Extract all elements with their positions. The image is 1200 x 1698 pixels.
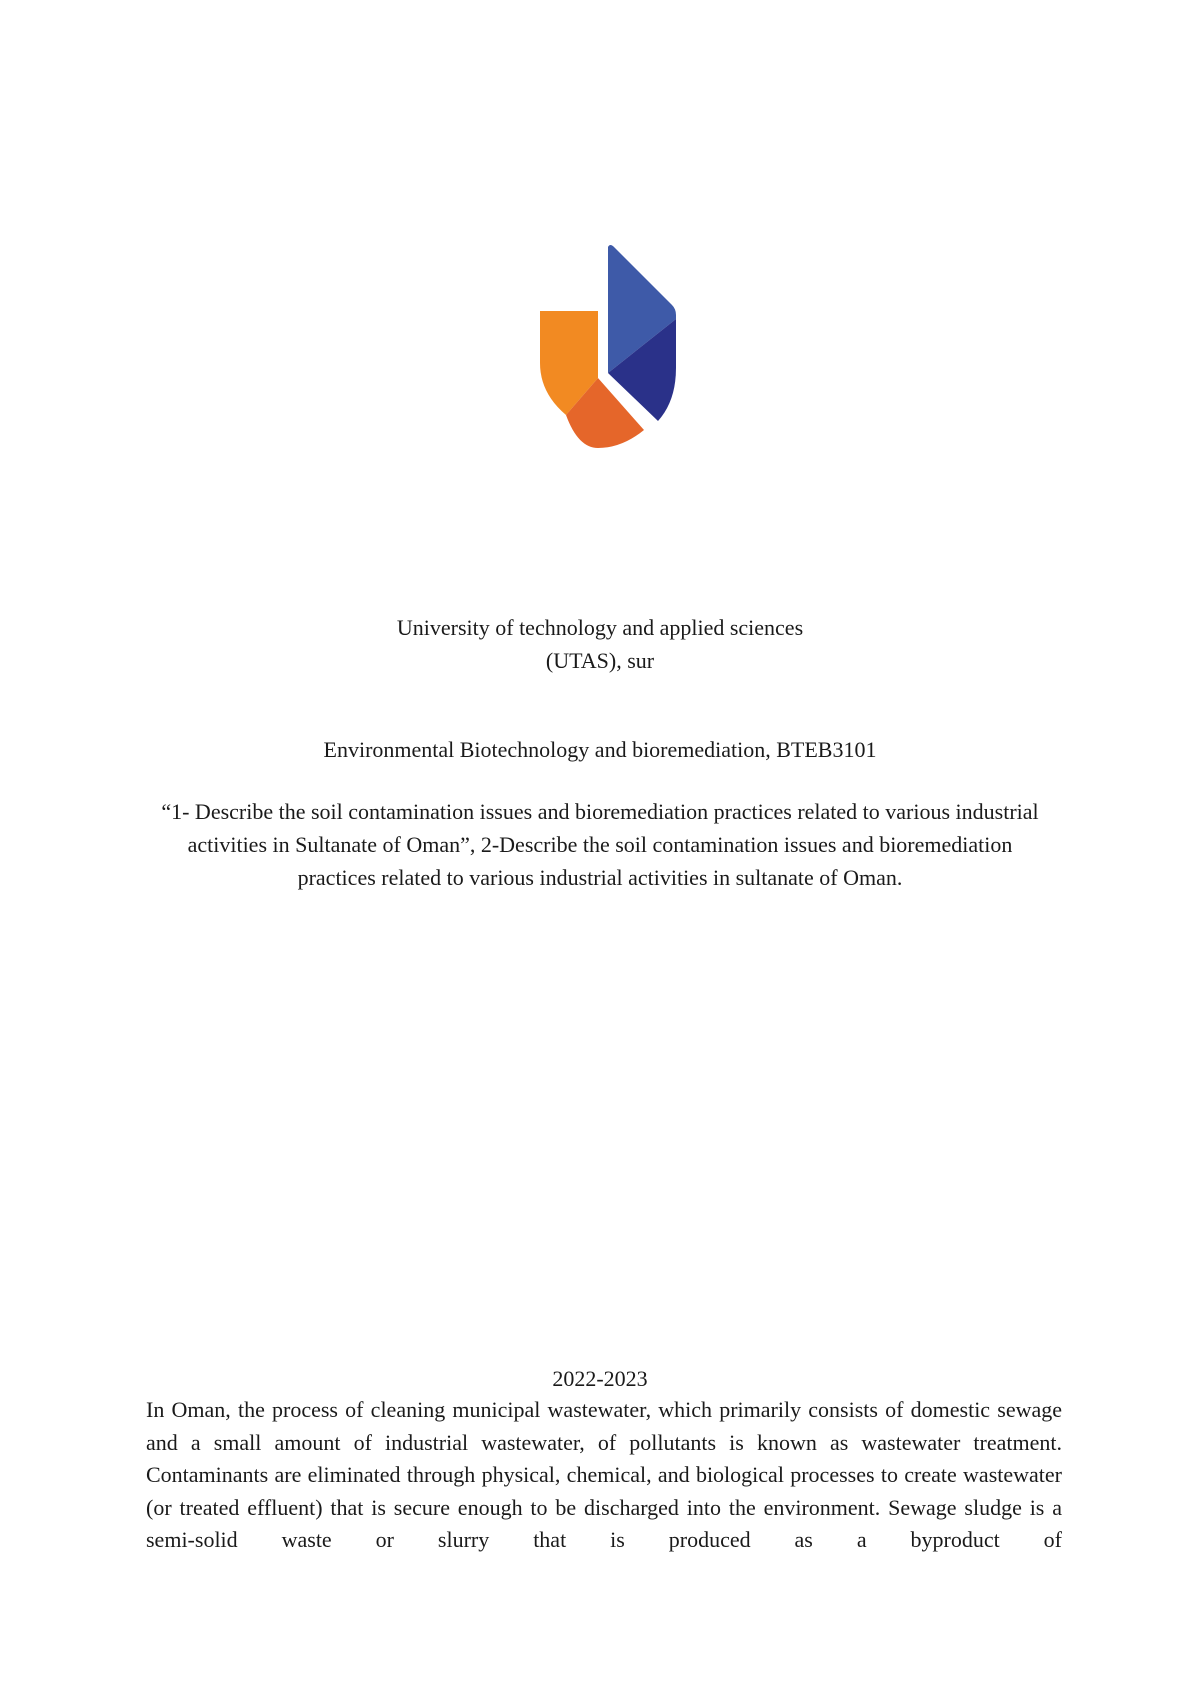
institution-line-2: (UTAS), sur: [545, 648, 655, 673]
course-title: Environmental Biotechnology and bioremediation, BTEB3101: [323, 737, 877, 762]
body-paragraph: In Oman, the process of cleaning municipal wastewater, which primarily consists of domestic sewage and a small amount of industrial wastewater, of pollutants is known as wastewater treatment. Contaminants are eliminated through physical, chemical, and biological processes to create wastewater (or treated effluent) that is secure enough to be discharged into the environment. Sewage sludge is a semi-solid waste or slurry that is produced as a byproduct of: [146, 1397, 1062, 1552]
institution-name: [0, 611, 1200, 677]
assignment-question: “1- Describe the soil contamination issues and bioremediation practices related to various industrial activities in Sultanate of Oman”, 2-Describe the soil contamination issues and bioremediation practices related to various industrial activities in sultanate of Oman.: [161, 799, 1039, 890]
academic-year: 2022-2023: [552, 1366, 648, 1391]
university-logo: [530, 243, 680, 453]
institution-line-1: University of technology and applied sciences: [396, 615, 804, 640]
